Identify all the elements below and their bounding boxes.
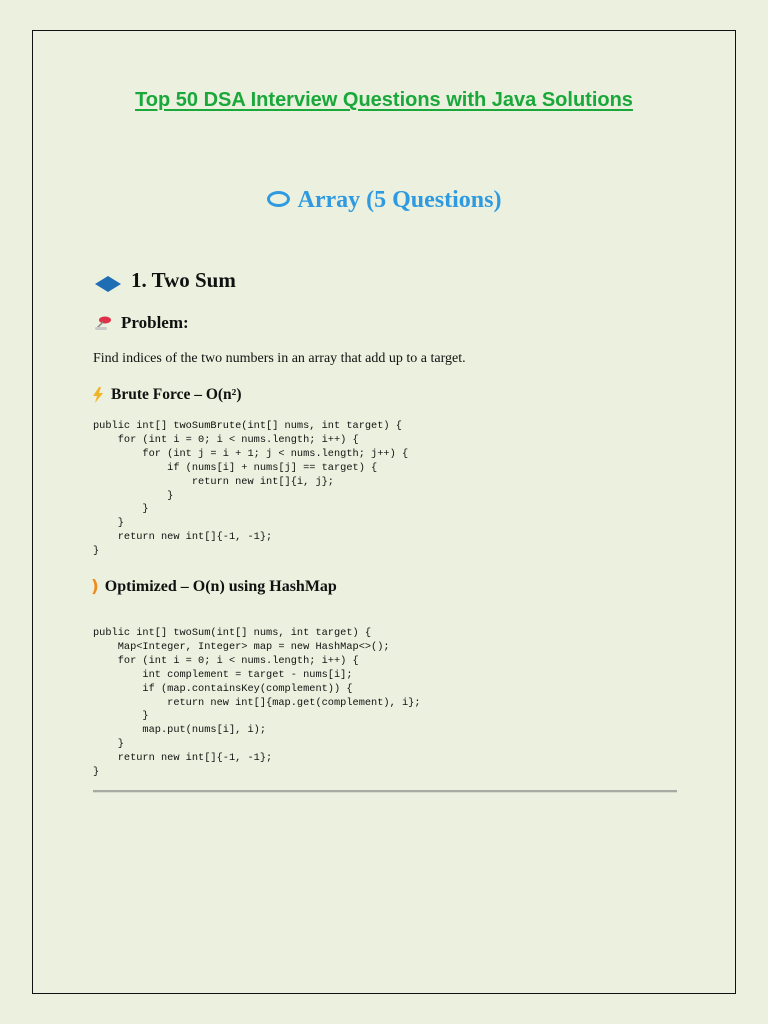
question-heading-text: 1. Two Sum <box>131 268 236 292</box>
problem-text: Find indices of the two numbers in an array that add up to a target. <box>93 351 466 366</box>
brute-force-code: public int[] twoSumBrute(int[] nums, int target) { for (int i = 0; i < nums.length; i++) { for (int j = i + 1; j < nums.length; j++) { if (nums[i] + nums[j] == target) { return new int[]{i, j}; } } } return new int[]{-1, -1}; } <box>93 420 409 558</box>
document-page <box>32 30 736 994</box>
optimized-code: public int[] twoSum(int[] nums, int target) { Map<Integer, Integer> map = new HashMap<>(); for (int i = 0; i < nums.length; i++) { int complement = target - nums[i]; if (map.containsKey(complement)) { return new int[]{map.get(complement), i}; } map.put(nums[i], i); } return new int[]{-1, -1}; } <box>93 627 421 779</box>
question-heading <box>95 268 236 293</box>
blue-diamond-icon <box>95 273 121 289</box>
document-title: Top 50 DSA Interview Questions with Java Solutions <box>135 89 633 111</box>
problem-label: Problem: <box>121 313 189 332</box>
lightning-icon <box>91 387 105 403</box>
ring-bullet-icon <box>267 191 290 207</box>
pushpin-icon <box>93 314 113 332</box>
section-heading-text: Array (5 Questions) <box>297 187 502 213</box>
brute-force-label: Brute Force – O(n²) <box>111 386 242 403</box>
optimized-heading <box>91 577 337 597</box>
problem-heading <box>93 313 189 333</box>
brute-force-heading <box>91 386 241 404</box>
horizontal-divider <box>93 790 677 792</box>
orange-paren-icon: ) <box>91 577 99 597</box>
optimized-label: Optimized – O(n) using HashMap <box>104 578 337 595</box>
section-heading <box>33 187 735 214</box>
